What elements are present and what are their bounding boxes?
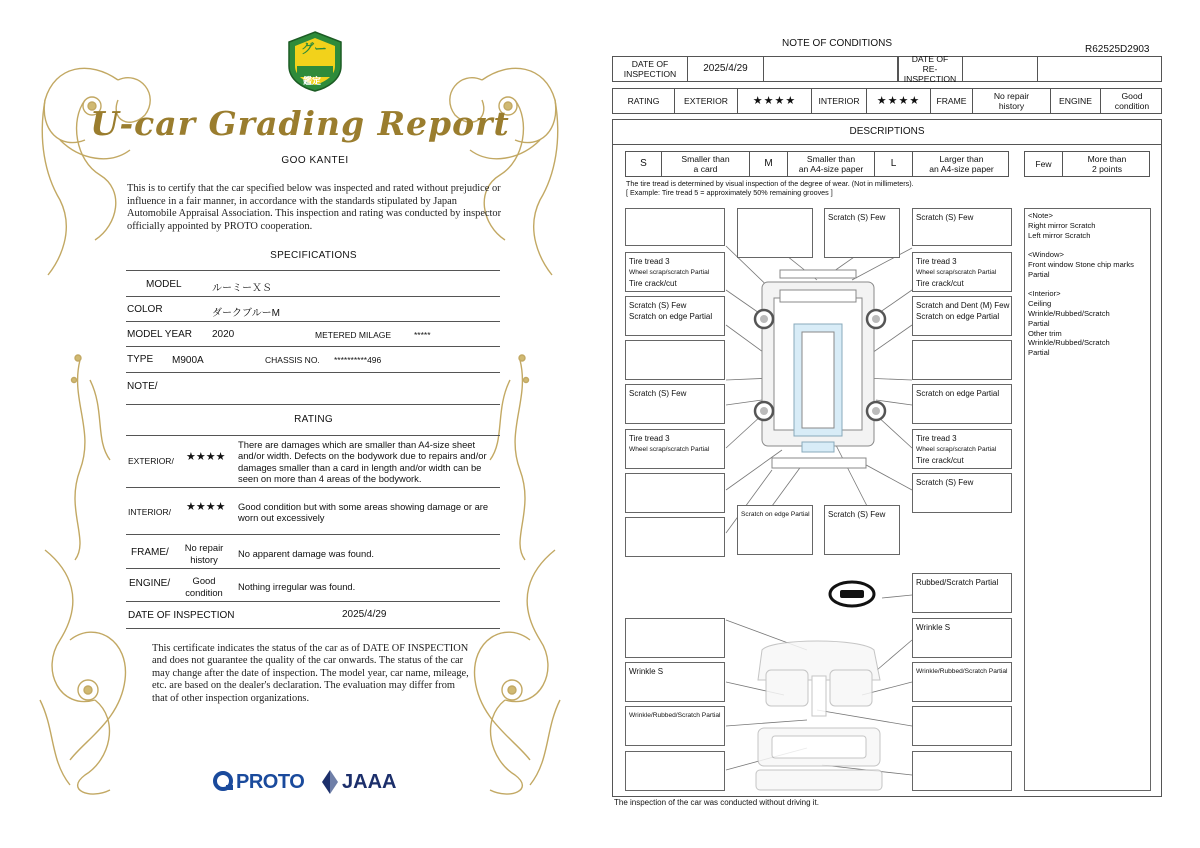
condition-box-left-rear-tire: Tire tread 3 Wheel scrap/scratch Partial: [625, 429, 725, 469]
condition-box-right-front: Scratch and Dent (M) Few Scratch on edge Partial: [912, 296, 1012, 336]
divider: [126, 321, 500, 322]
condition-box-bottom-center: Scratch (S) Few: [824, 505, 900, 555]
frame-description: No apparent damage was found.: [238, 548, 375, 559]
exterior-description: There are damages which are smaller than A4-size sheet and/or width. Defects on the bodywork due to repairs and/or damages smaller than a card in length and/or width can be seen on more than 4 areas of the bodywork.: [238, 439, 487, 485]
conditions-title: NOTE OF CONDITIONS: [782, 38, 892, 49]
model-year-value: 2020: [212, 329, 235, 340]
exterior-stars: ★★★★: [186, 451, 226, 463]
blank-cell: [764, 57, 899, 81]
engine-label: ENGINE/: [129, 578, 171, 589]
proto-logo-text: PROTO: [236, 771, 305, 793]
interior-stars: ★★★★: [186, 501, 226, 513]
descriptions-heading: DESCRIPTIONS: [849, 126, 925, 137]
condition-box-left-front: Scratch (S) Few Scratch on edge Partial: [625, 296, 725, 336]
engine-label: ENGINE: [1051, 89, 1101, 113]
condition-box-empty: [625, 618, 725, 658]
specifications-heading: SPECIFICATIONS: [270, 250, 357, 261]
badge-label-top: グー: [301, 41, 328, 56]
legend-m: M: [750, 152, 788, 176]
additional-notes-panel: <Note> Right mirror Scratch Left mirror Scratch <Window> Front window Stone chip marks Partial <Interior> Ceiling Wrinkle/Rubbed/Scratch Partial Other trim Wrinkle/Rubbed/Scratch Partial: [1024, 208, 1151, 791]
frame-label: FRAME/: [131, 547, 169, 558]
engine-value: Good condition: [185, 575, 223, 598]
frame-value: No repair history: [973, 89, 1051, 113]
date-of-reinspection-label: DATE OF RE-INSPECTION: [897, 57, 963, 81]
condition-box-empty: [912, 340, 1012, 380]
reinspection-value: [963, 57, 1038, 81]
color-value: ダークブルーM: [212, 308, 280, 319]
divider: [126, 601, 500, 602]
tire-tread-note: The tire tread is determined by visual inspection of the degree of wear. (Not in millimeters). [ Example: Tire tread 5 = approximately 50% remaining grooves ]: [626, 179, 914, 197]
inspection-disclaimer: The inspection of the car was conducted without driving it.: [614, 798, 819, 807]
color-label: COLOR: [127, 304, 163, 315]
type-value: M900A: [172, 355, 204, 366]
divider: [126, 568, 500, 569]
condition-box-interior-left-2: Wrinkle S: [625, 662, 725, 702]
condition-box-empty: [625, 340, 725, 380]
inspection-date-row: [612, 56, 1162, 82]
condition-box-right-front-tire: Tire tread 3 Wheel scrap/scratch Partial Tire crack/cut: [912, 252, 1012, 292]
rating-heading: RATING: [294, 414, 333, 425]
inspection-date-value: 2025/4/29: [342, 609, 387, 620]
interior-stars: ★★★★: [867, 89, 931, 113]
condition-box-left-front-tire: Tire tread 3 Wheel scrap/scratch Partial Tire crack/cut: [625, 252, 725, 292]
mileage-label: METERED MILAGE: [315, 330, 392, 340]
chassis-label: CHASSIS NO.: [265, 355, 320, 365]
condition-box-interior-left-3: Wrinkle/Rubbed/Scratch Partial: [625, 706, 725, 746]
condition-box-left-rear: Scratch (S) Few: [625, 384, 725, 424]
interior-label: INTERIOR/: [128, 507, 171, 517]
legend-few: Few: [1025, 152, 1063, 176]
condition-box-right-rear: Scratch on edge Partial: [912, 384, 1012, 424]
interior-label: INTERIOR: [812, 89, 867, 113]
condition-box-interior-right-2: Wrinkle/Rubbed/Scratch Partial: [912, 662, 1012, 702]
interior-description: Good condition but with some areas showing damage or are worn out excessively: [238, 501, 489, 524]
frame-value: No repair history: [184, 542, 224, 565]
legend-s: S: [626, 152, 662, 176]
divider: [126, 487, 500, 488]
certificate-title: U-car Grading Report: [90, 104, 510, 143]
engine-description: Nothing irregular was found.: [238, 581, 356, 592]
condition-box-empty: [625, 751, 725, 791]
condition-box-empty: [625, 473, 725, 513]
inspection-date-label: DATE OF INSPECTION: [128, 610, 235, 621]
rating-row: [612, 88, 1162, 114]
exterior-label: EXTERIOR: [675, 89, 738, 113]
legend-l: L: [875, 152, 913, 176]
certificate-footer: This certificate indicates the status of the car as of DATE OF INSPECTION and does not guarantee the quality of the car onwards. The status of the car may change after the date of inspection. The model year, car name, mileage, etc. are based on the dealer's declaration. The evaluation may differ from that of other inspection organizations.: [152, 643, 469, 704]
condition-box-right-back: Scratch (S) Few: [912, 473, 1012, 513]
condition-box-top-center: Scratch (S) Few: [824, 208, 900, 258]
date-of-inspection-value: 2025/4/29: [688, 57, 764, 81]
divider: [126, 435, 500, 436]
mileage-value: *****: [414, 330, 431, 340]
organization-name: GOO KANTEI: [281, 155, 349, 166]
legend-m-desc: Smaller than an A4-size paper: [788, 152, 875, 176]
chassis-value: **********496: [334, 355, 382, 365]
legend-s-desc: Smaller than a card: [662, 152, 750, 176]
blank-cell: [1038, 57, 1163, 81]
jaaa-logo-icon: [319, 769, 341, 795]
proto-logo-icon: [212, 770, 236, 794]
condition-box-empty: [912, 751, 1012, 791]
badge-label-bottom: 鑑定: [303, 76, 322, 86]
engine-value: Good condition: [1114, 91, 1150, 111]
divider: [126, 270, 500, 271]
condition-box-interior-right-1: Wrinkle S: [912, 618, 1012, 658]
exterior-stars: ★★★★: [738, 89, 812, 113]
divider: [126, 372, 500, 373]
size-legend: [625, 151, 1009, 177]
steering-wheel-icon: [830, 582, 874, 606]
jaaa-logo-text: JAAA: [342, 771, 397, 793]
divider: [126, 534, 500, 535]
exterior-label: EXTERIOR/: [128, 456, 174, 466]
rating-label: RATING: [613, 89, 675, 113]
condition-box-empty: [737, 208, 813, 258]
model-value: ルーミーＸＳ: [212, 283, 272, 294]
divider: [126, 628, 500, 629]
condition-box-empty: [912, 706, 1012, 746]
divider: [126, 296, 500, 297]
condition-box-empty: [625, 517, 725, 557]
type-label: TYPE: [127, 354, 154, 365]
report-id: R62525D2903: [1085, 44, 1150, 55]
note-label: NOTE/: [127, 381, 158, 392]
condition-box-steering: Rubbed/Scratch Partial: [912, 573, 1012, 613]
frame-label: FRAME: [931, 89, 973, 113]
few-legend: [1024, 151, 1150, 177]
condition-box-bottom-left: Scratch on edge Partial: [737, 505, 813, 555]
intro-paragraph: This is to certify that the car specified below was inspected and rated without prejudice or influence in a fair manner, in accordance with the standards stipulated by Japan Automobile Appraisal Association. This inspection and rating was conducted by inspector officially appointed by PROTO cooperation.: [127, 183, 502, 232]
model-year-label: MODEL YEAR: [127, 329, 193, 340]
model-label: MODEL: [146, 279, 182, 290]
condition-box-empty: [625, 208, 725, 246]
divider: [126, 346, 500, 347]
date-of-inspection-label: DATE OF INSPECTION: [613, 57, 688, 81]
legend-few-desc: More than 2 points: [1087, 154, 1127, 174]
condition-box-top-right: Scratch (S) Few: [912, 208, 1012, 246]
condition-box-right-rear-tire: Tire tread 3 Wheel scrap/scratch Partial Tire crack/cut: [912, 429, 1012, 469]
divider: [126, 404, 500, 405]
legend-l-desc: Larger than an A4-size paper: [929, 154, 994, 174]
